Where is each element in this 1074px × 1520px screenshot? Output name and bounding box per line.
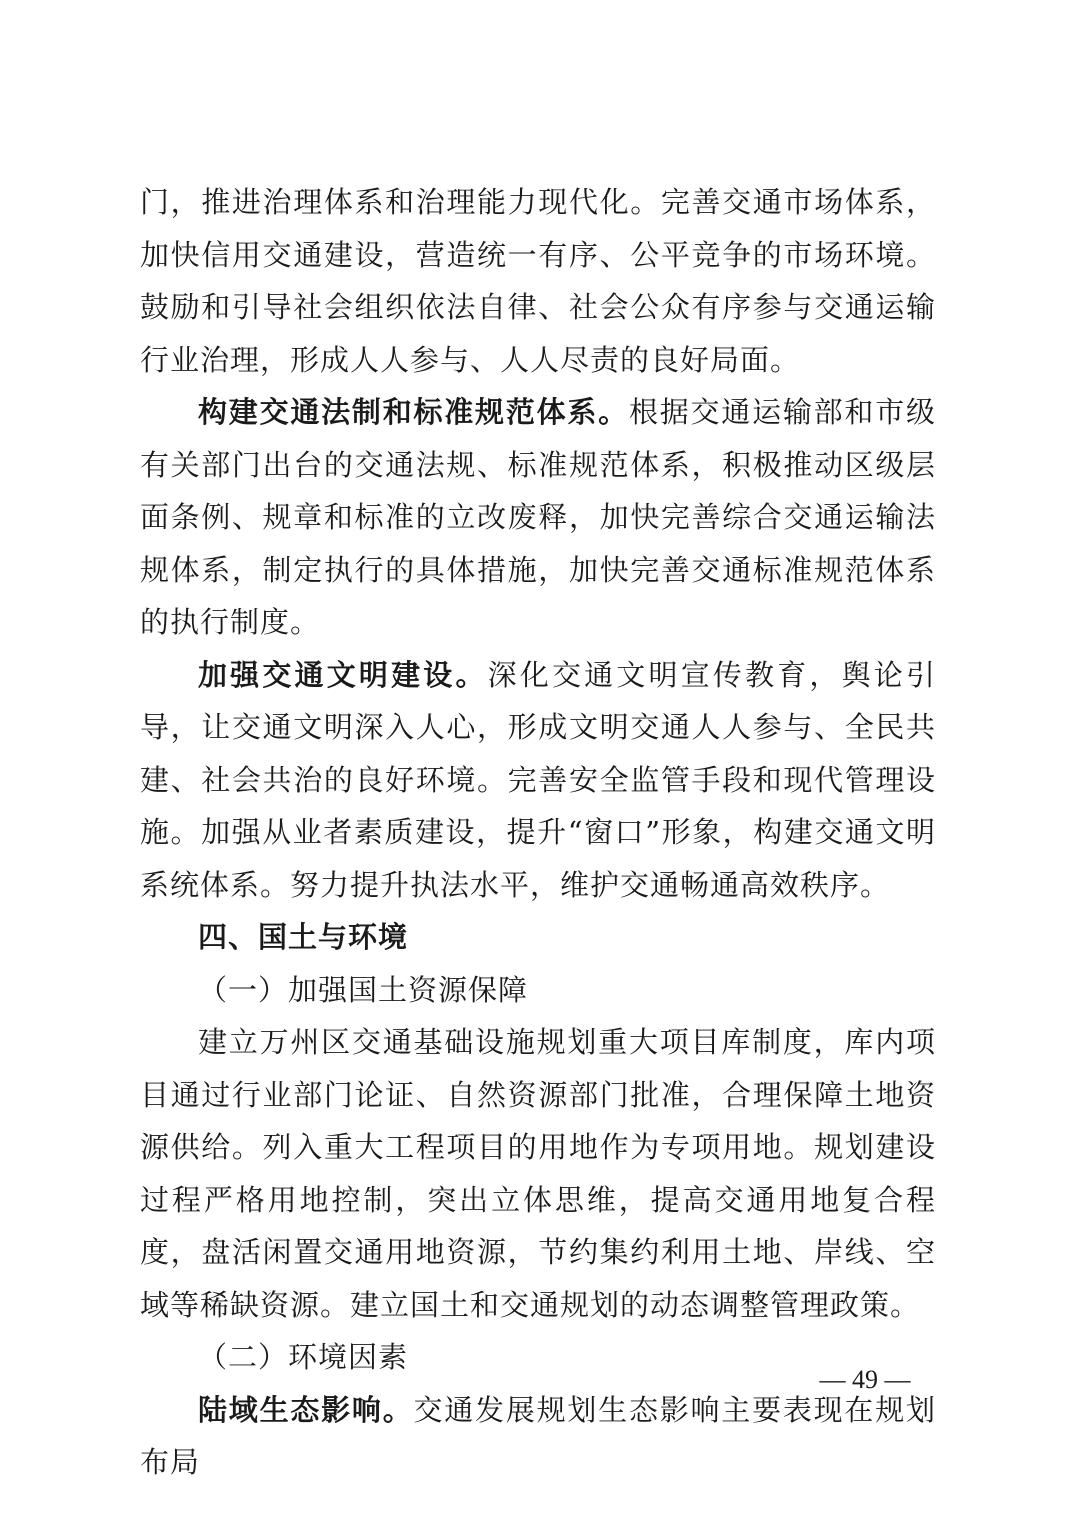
paragraph-continuation [140, 176, 936, 386]
document-body [140, 176, 936, 1489]
paragraph-text: 交通发展规划生态影响主要表现在规划布局 [140, 1392, 936, 1479]
paragraph-legal-standards [140, 386, 936, 649]
paragraph-text: 根据交通运输部和市级有关部门出台的交通法规、标准规范体系，积极推动区级层面条例、规章和标准的立改废释，加快完善综合交通运输法规体系，制定执行的具体措施，加快完善交通标准规范体系的执行制度。 [140, 395, 936, 639]
paragraph-land-resources [140, 1016, 936, 1331]
paragraph-lead: 加强交通文明建设。 [198, 657, 488, 692]
paragraph-text: 建立万州区交通基础设施规划重大项目库制度，库内项目通过行业部门论证、自然资源部门批准，合理保障土地资源供给。列入重大工程项目的用地作为专项用地。规划建设过程严格用地控制，突出立体思维，提高交通用地复合程度，盘活闲置交通用地资源，节约集约利用土地、岸线、空域等稀缺资源。建立国土和交通规划的动态调整管理政策。 [140, 1025, 936, 1322]
paragraph-lead: 陆域生态影响。 [198, 1392, 414, 1427]
paragraph-traffic-civility [140, 649, 936, 912]
subsection-heading-text: （一）加强国土资源保障 [198, 972, 529, 1007]
paragraph-land-ecology [140, 1384, 936, 1489]
paragraph-text: 深化交通文明宣传教育，舆论引导，让交通文明深入人心，形成文明交通人人参与、全民共建、社会共治的良好环境。完善安全监管手段和现代管理设施。加强从业者素质建设，提升“窗口”形象，构建交通文明系统体系。努力提升执法水平，维护交通畅通高效秩序。 [140, 657, 936, 902]
paragraph-text: 门，推进治理体系和治理能力现代化。完善交通市场体系，加快信用交通建设，营造统一有序、公平竞争的市场环境。鼓励和引导社会组织依法自律、社会公众有序参与交通运输行业治理，形成人人参与、人人尽责的良好局面。 [140, 185, 936, 377]
section-heading-text: 四、国土与环境 [198, 920, 409, 954]
page-number: — 49 — [819, 1365, 911, 1394]
section-heading [140, 911, 936, 964]
paragraph-lead: 构建交通法制和标准规范体系。 [198, 395, 629, 429]
subsection-heading-land [140, 964, 936, 1017]
subsection-heading-text: （二）环境因素 [198, 1340, 409, 1374]
